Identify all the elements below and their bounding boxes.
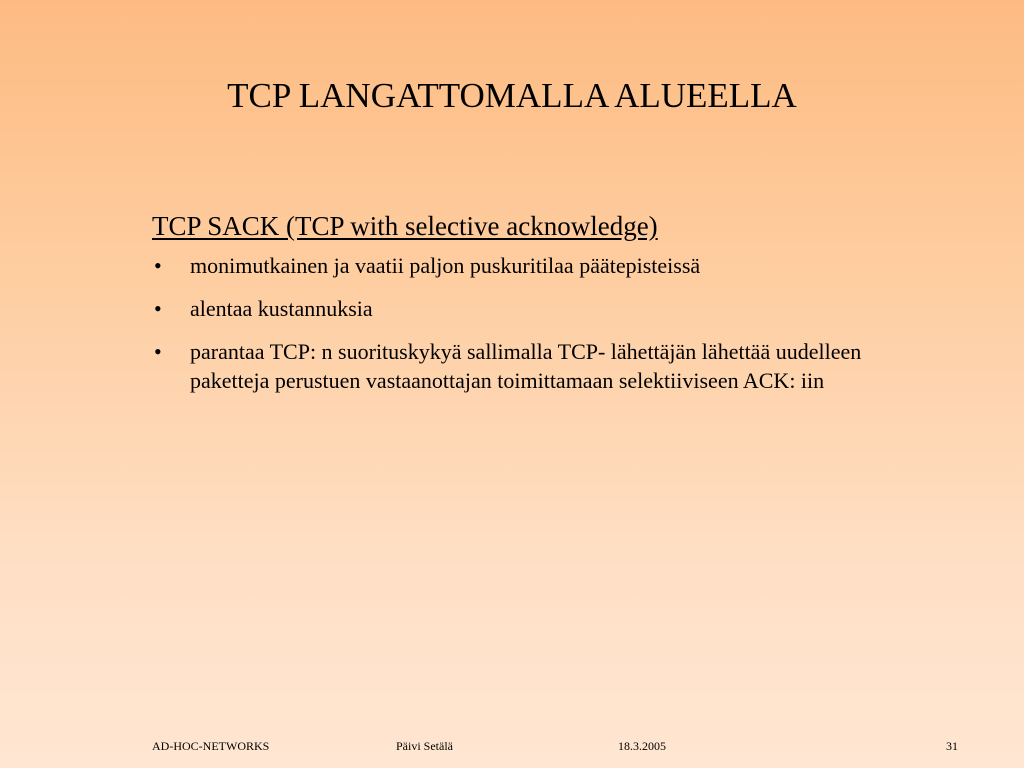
slide-title: TCP LANGATTOMALLA ALUEELLA xyxy=(227,76,797,115)
bullet-text: monimutkainen ja vaatii paljon puskuritilaa päätepisteissä xyxy=(190,253,701,278)
bullet-icon: • xyxy=(154,339,162,364)
bullet-text: alentaa kustannuksia xyxy=(190,296,373,321)
bullet-icon: • xyxy=(154,253,162,278)
subheading: TCP SACK (TCP with selective acknowledge) xyxy=(152,211,658,241)
bullet-item xyxy=(152,251,872,280)
slide-content xyxy=(152,207,872,409)
footer-author: Päivi Setälä xyxy=(396,739,453,753)
footer-date: 18.3.2005 xyxy=(618,739,666,753)
bullet-icon: • xyxy=(154,296,162,321)
bullet-list xyxy=(152,251,872,395)
footer-page-number: 31 xyxy=(946,739,958,753)
bullet-text: parantaa TCP: n suorituskykyä sallimalla TCP- lähettäjän lähettää uudelleen paketteja perustuen vastaanottajan toimittamaan selektiiviseen ACK: iin xyxy=(190,339,862,393)
footer-course: AD-HOC-NETWORKS xyxy=(152,739,270,753)
bullet-item xyxy=(152,337,872,395)
bullet-item xyxy=(152,294,872,323)
